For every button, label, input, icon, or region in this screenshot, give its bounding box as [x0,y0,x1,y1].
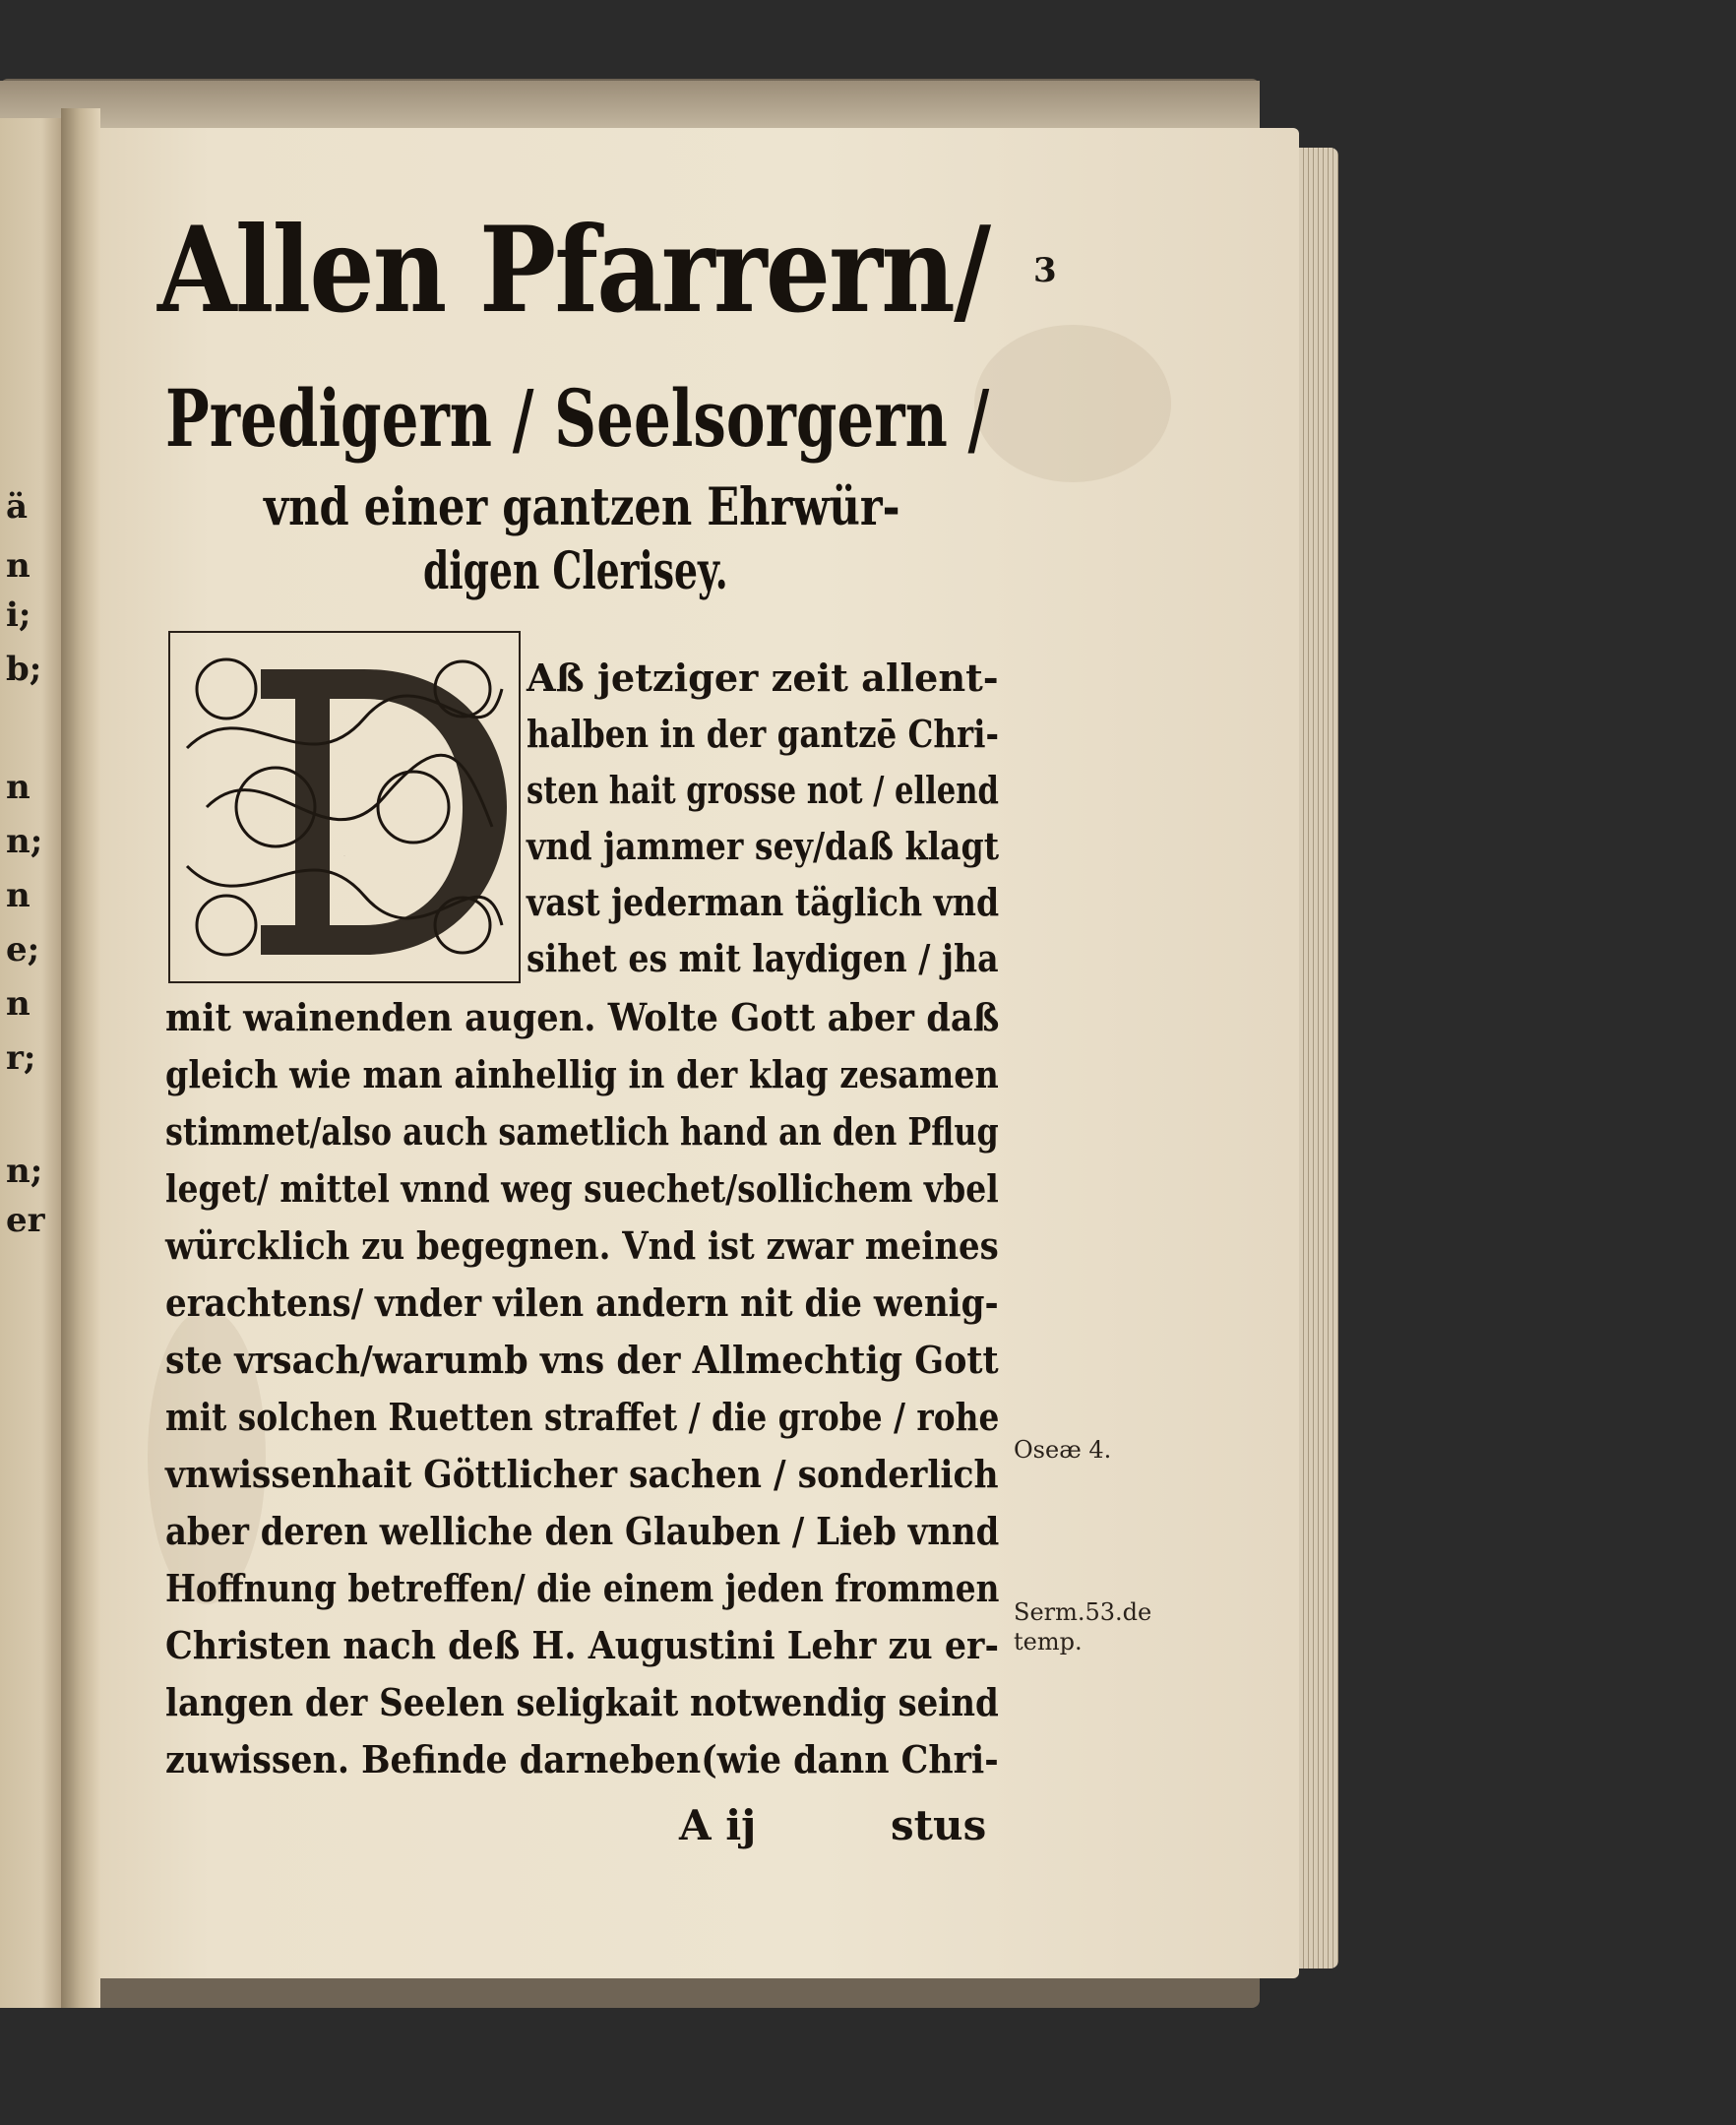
page-number: 3 [1033,251,1057,290]
book-gutter [61,108,100,2008]
body-line: Aß jetziger zeit allent- [527,656,999,700]
left-fragment: n [6,984,31,1024]
body-line: stimmet/also auch sametlich hand an den Pflug [165,1109,999,1154]
body-line: Hoffnung betreffen/ die einem jeden frommen [165,1566,1000,1610]
body-line: vnd jammer sey/daß klagt [527,824,1000,868]
body-line: zuwissen. Befinde darneben(wie dann Chri- [165,1737,999,1781]
heading-line-1: Allen Pfarrern/ [157,201,990,340]
marginal-note: temp. [1014,1628,1083,1656]
body-line: halben in der gantzē Chri- [527,712,1000,756]
body-line: erachtens/ vnder vilen andern nit die wenig- [165,1281,999,1325]
left-fragment: ä [6,487,29,527]
body-line: mit wainenden augen. Wolte Gott aber daß [165,995,1000,1039]
body-line: vast jederman täglich vnd [527,880,1000,924]
left-fragment: n [6,876,31,915]
left-fragment: n [6,768,31,807]
body-line: leget/ mittel vnnd weg suechet/sollichem vbel [165,1166,999,1211]
marginal-note: Oseæ 4. [1014,1436,1112,1464]
body-line: würcklich zu begegnen. Vnd ist zwar meines [165,1223,999,1268]
left-fragment: e; [6,930,40,969]
catchword: stus [891,1801,987,1849]
left-fragment: b; [6,650,42,689]
left-fragment: i; [6,595,31,635]
signature-mark: A ij [679,1801,757,1849]
body-line: gleich wie man ainhellig in der klag zesamen [165,1052,999,1096]
body-line: Christen nach deß H. Augustini Lehr zu er- [165,1623,999,1667]
decorated-initial [167,630,522,984]
marginal-note: Serm.53.de [1014,1598,1152,1626]
stain [974,325,1171,482]
left-fragment: r; [6,1038,36,1078]
body-line: aber deren welliche den Glauben / Lieb vnnd [165,1509,1000,1553]
heading-line-2: Predigern / Seelsorgern / [165,372,990,465]
left-fragment: n; [6,1152,43,1191]
left-fragment: n [6,546,31,586]
left-fragment: n; [6,822,43,861]
heading-line-4: digen Clerisey. [423,541,728,601]
body-line: sten hait grosse not / ellend [527,768,999,812]
body-line: mit solchen Ruetten straffet / die grobe / rohe [165,1395,1000,1439]
left-fragment: er [6,1201,45,1240]
body-line: vnwissenhait Göttlicher sachen / sonderlich [165,1452,999,1496]
body-line: sihet es mit laydigen / jha [527,936,999,980]
heading-line-3: vnd einer gantzen Ehrwür- [264,477,900,537]
body-line: langen der Seelen seligkait notwendig seind [165,1680,999,1724]
initial-letter: D [343,856,345,857]
body-line: ste vrsach/warumb vns der Allmechtig Gott [165,1338,999,1382]
